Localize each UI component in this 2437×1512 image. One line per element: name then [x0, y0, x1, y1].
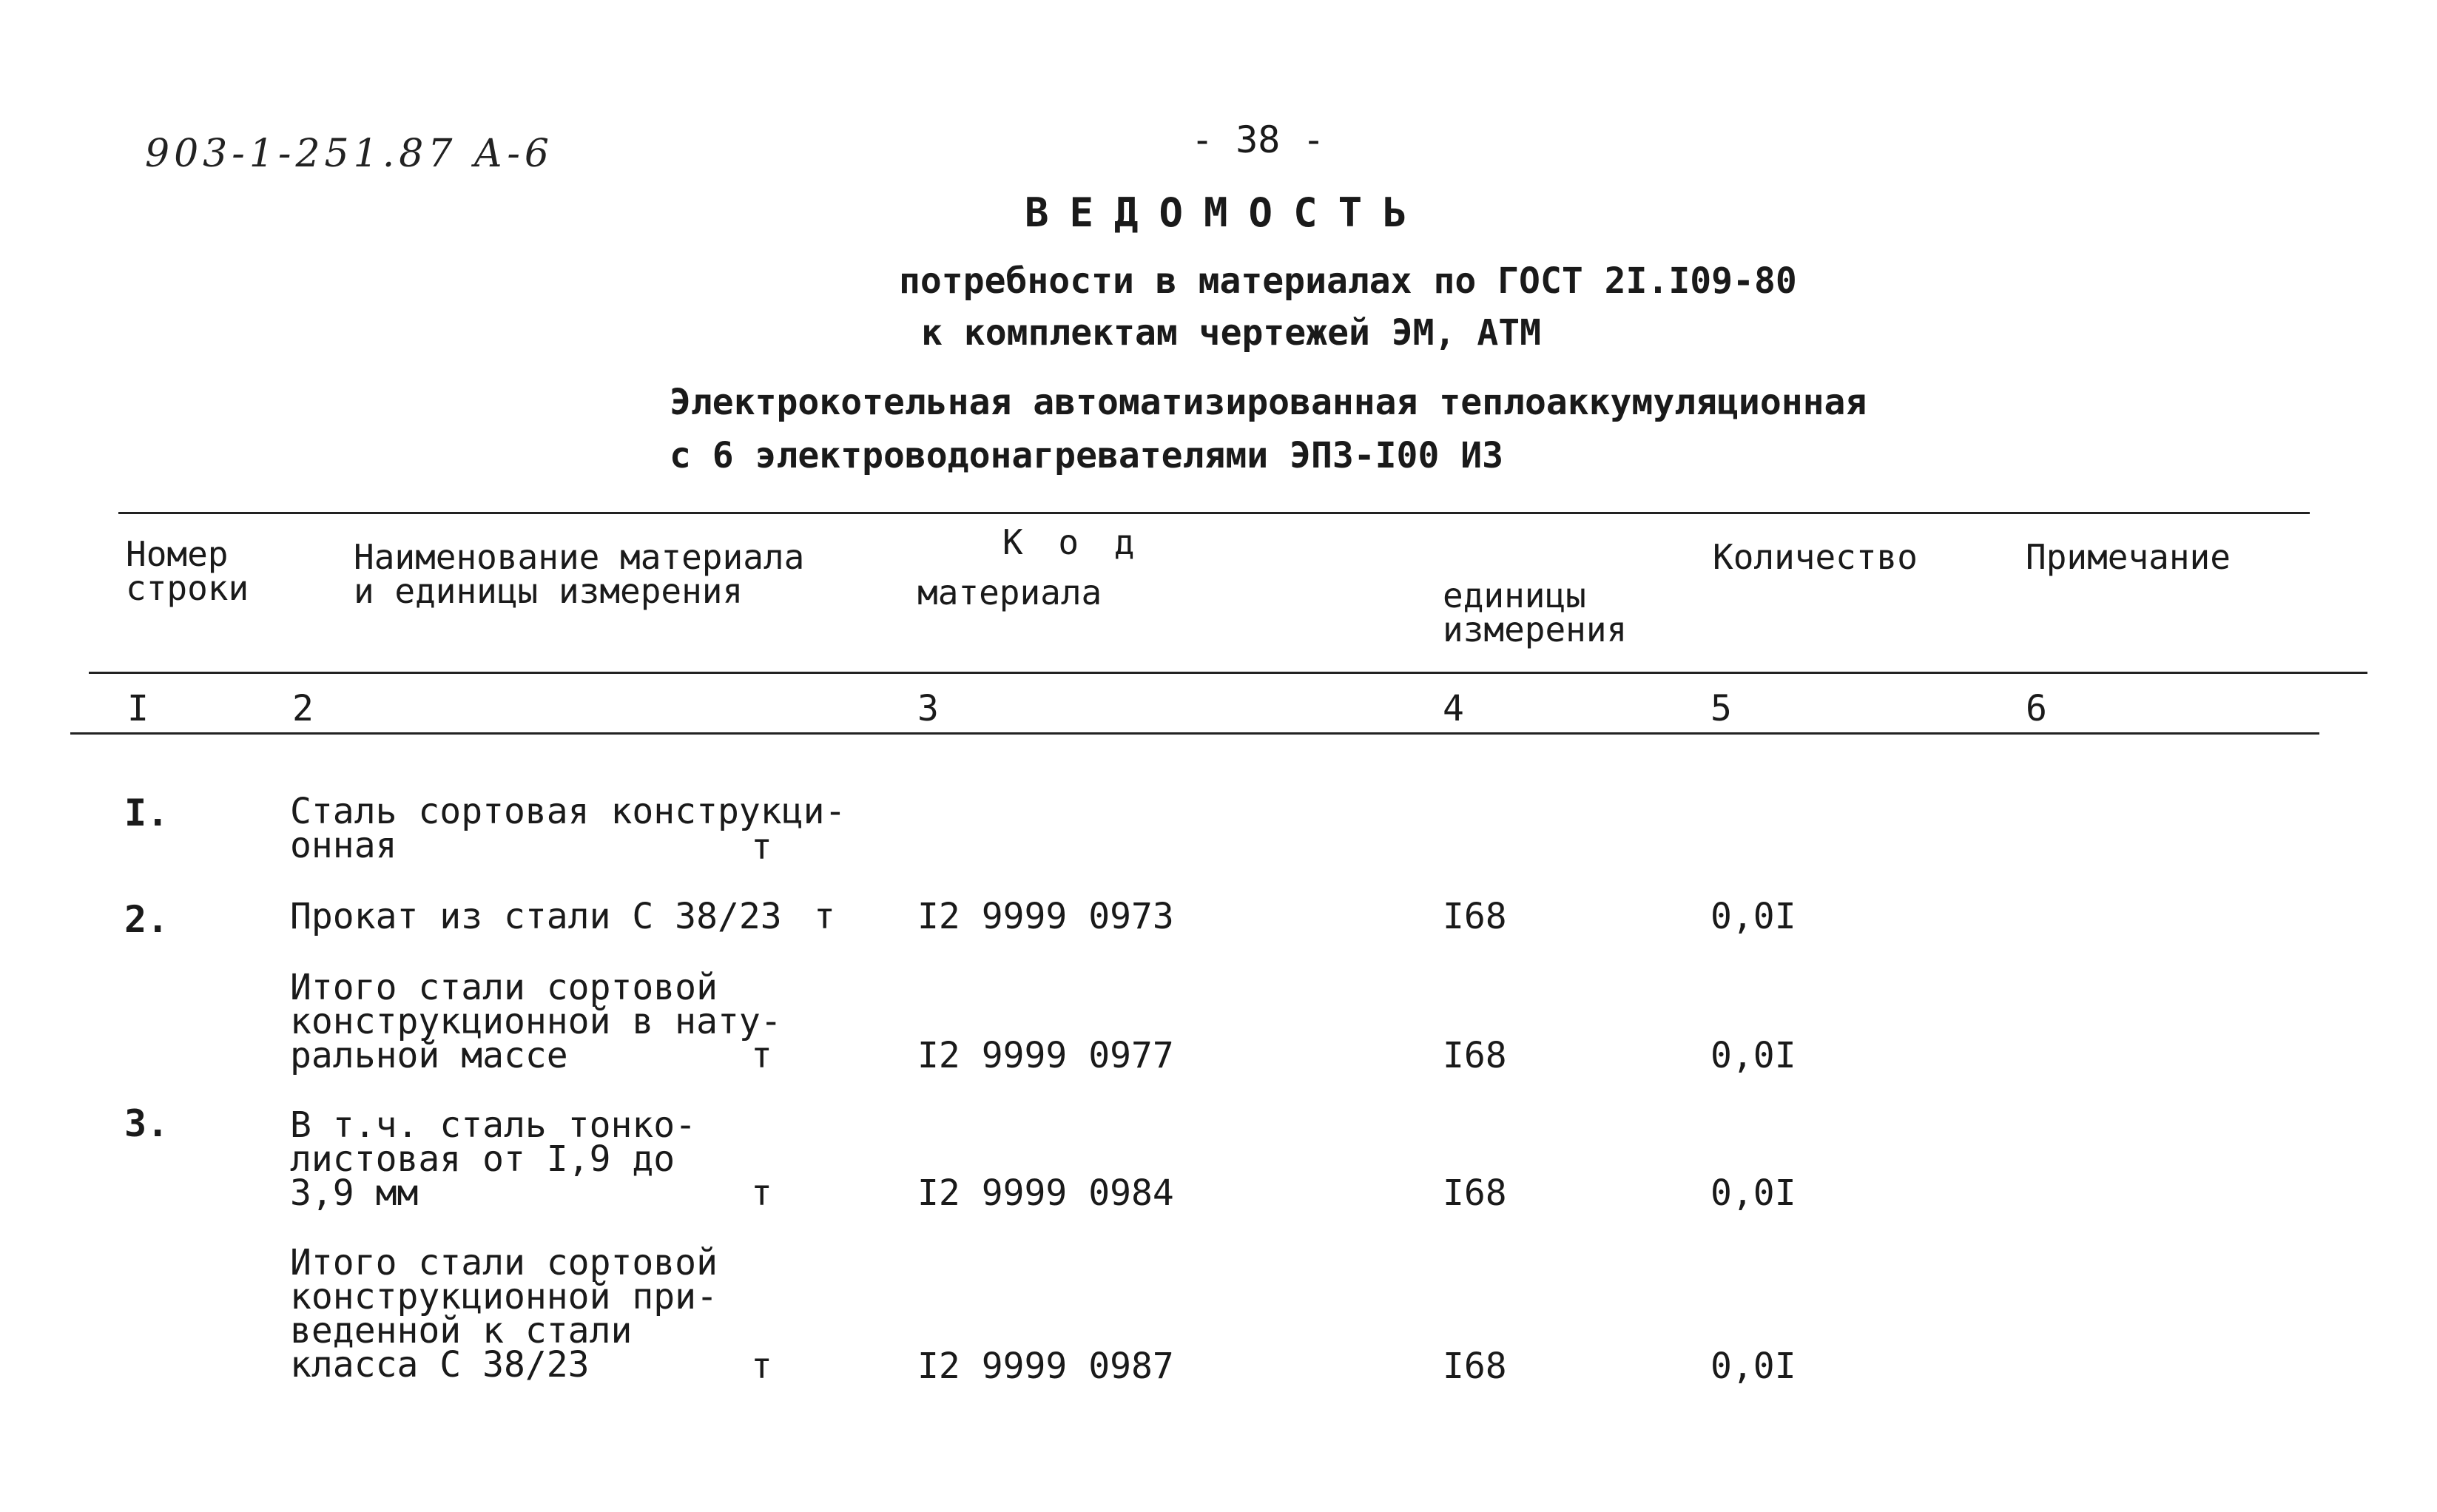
- unit: т: [751, 1035, 772, 1076]
- unit: т: [751, 826, 772, 868]
- unit-code: I68: [1443, 1035, 1507, 1076]
- material-name: В т.ч. сталь тонко- листовая от I,9 до 3,9 мм: [290, 1104, 697, 1214]
- row-number: 3.: [124, 1102, 169, 1145]
- quantity: 0,0I: [1710, 1172, 1796, 1214]
- object-line-2: с 6 электроводонагревателями ЭПЗ-I00 ИЗ: [670, 435, 1504, 476]
- unit-code: I68: [1443, 1172, 1507, 1214]
- material-code: I2 9999 0977: [917, 1035, 1174, 1076]
- header-code-top: К о д: [1002, 522, 1142, 562]
- column-numbers-rule: [70, 732, 2319, 735]
- row-number: 2.: [124, 898, 169, 941]
- header-note: Примечание: [2026, 537, 2231, 577]
- document-reference: 903-1-251.87 А-6: [145, 132, 553, 176]
- unit: т: [751, 1172, 772, 1214]
- unit-code: I68: [1443, 896, 1507, 937]
- column-number-5: 5: [1710, 688, 1732, 729]
- column-number-6: 6: [2026, 688, 2047, 729]
- column-number-1: I: [127, 688, 149, 729]
- material-name: Итого стали сортовой конструкционной при- веденной к стали класса С 38/23: [290, 1242, 718, 1386]
- material-name: Прокат из стали С 38/23: [290, 896, 782, 937]
- column-number-4: 4: [1443, 688, 1464, 729]
- material-name: Итого стали сортовой конструкционной в нату- ральной массе: [290, 967, 782, 1076]
- quantity: 0,0I: [1710, 1346, 1796, 1387]
- unit-code: I68: [1443, 1346, 1507, 1387]
- material-code: I2 9999 0987: [917, 1346, 1174, 1387]
- unit: т: [814, 896, 835, 937]
- header-material-code: материала: [917, 573, 1102, 612]
- document-title: ВЕДОМОСТЬ: [1025, 189, 1428, 236]
- material-code: I2 9999 0973: [917, 896, 1174, 937]
- page-number: - 38 -: [1191, 118, 1325, 161]
- subtitle-line-2: к комплектам чертежей ЭМ, АТМ: [921, 312, 1542, 354]
- row-number: I.: [124, 792, 169, 834]
- header-unit-code: единицы измерения: [1443, 576, 1628, 649]
- material-code: I2 9999 0984: [917, 1172, 1174, 1214]
- quantity: 0,0I: [1710, 1035, 1796, 1076]
- material-name: Сталь сортовая конструкци- онная: [290, 791, 846, 866]
- unit: т: [751, 1346, 772, 1387]
- table-top-rule: [118, 512, 2310, 514]
- quantity: 0,0I: [1710, 896, 1796, 937]
- object-line-1: Электрокотельная автоматизированная теплоаккумуляционная: [670, 382, 1867, 423]
- header-bottom-rule: [89, 672, 2367, 674]
- header-row-number: Номер строки: [126, 534, 249, 608]
- column-number-2: 2: [292, 688, 314, 729]
- subtitle-line-1: потребности в материалах по ГОСТ 2I.I09-80: [899, 260, 1797, 302]
- header-material-name: Наименование материала и единицы измерения: [354, 537, 805, 611]
- header-quantity: Количество: [1713, 537, 1918, 577]
- column-number-3: 3: [917, 688, 939, 729]
